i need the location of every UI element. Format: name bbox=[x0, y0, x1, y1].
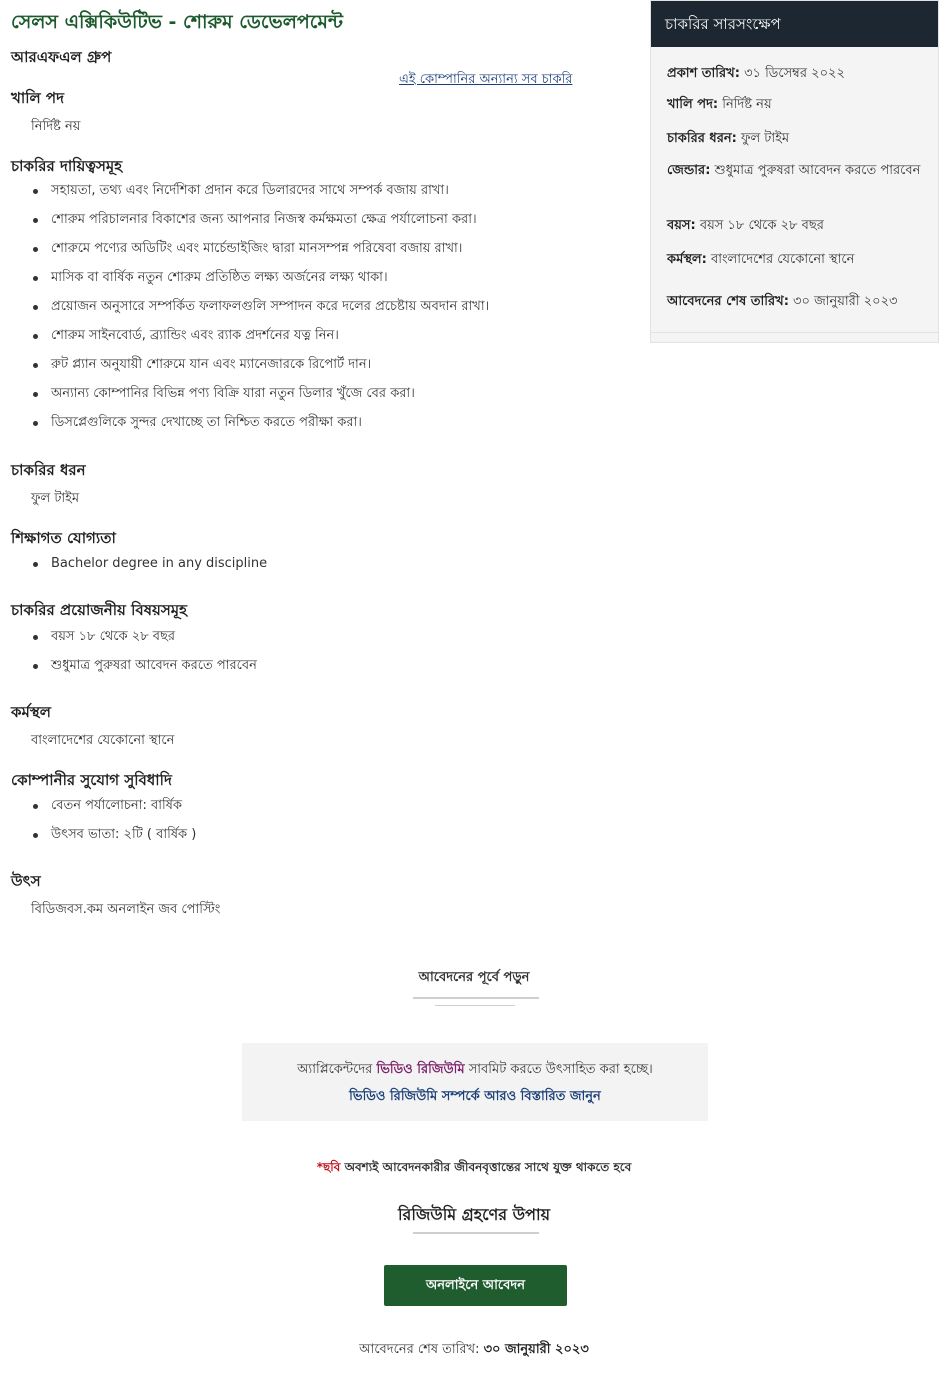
education-heading: শিক্ষাগত যোগ্যতা bbox=[11, 529, 116, 547]
job-type-heading: চাকরির ধরন bbox=[11, 461, 86, 479]
vacancy-heading: খালি পদ bbox=[11, 89, 64, 107]
job-type-value: ফুল টাইম bbox=[31, 491, 80, 506]
video-resume-link[interactable]: ভিডিও রিজিউমি সম্পর্কে আরও বিস্তারিত জানুন bbox=[349, 1089, 601, 1104]
responsibilities-heading: চাকরির দায়িত্বসমূহ bbox=[11, 157, 123, 175]
workplace-heading: কর্মস্থল bbox=[11, 703, 51, 721]
list-item: শোরুম পরিচালনার বিকাশের জন্য আপনার নিজস্ব কর্মক্ষমতা ক্ষেত্র পর্যালোচনা করা। bbox=[0, 210, 489, 239]
photo-requirement-note bbox=[0, 1159, 940, 1179]
summary-deadline-label: আবেদনের শেষ তারিখ: bbox=[667, 294, 789, 309]
vacancy-value: নির্দিষ্ট নয় bbox=[31, 119, 81, 134]
video-resume-notice bbox=[242, 1043, 708, 1121]
summary-age bbox=[667, 215, 929, 237]
benefits-heading: কোম্পানীর সুযোগ সুবিধাদি bbox=[11, 771, 172, 789]
list-item: সহায়তা, তথ্য এবং নির্দেশিকা প্রদান করে ডিলারদের সাথে সম্পর্ক বজায় রাখা। bbox=[0, 181, 489, 210]
list-item: বেতন পর্যালোচনা: বার্ষিক bbox=[0, 796, 196, 825]
summary-type bbox=[667, 128, 929, 150]
source-heading: উৎস bbox=[11, 872, 41, 890]
list-item: শোরুমে পণ্যের অডিটিং এবং মার্চেন্ডাইজিং দ্বারা মানসম্পন্ন পরিষেবা বজায় রাখা। bbox=[0, 239, 489, 268]
list-item: Bachelor degree in any discipline bbox=[0, 554, 267, 583]
read-before-heading: আবেদনের পূর্বে পড়ুন bbox=[418, 970, 530, 985]
source-value: বিডিজবস.কম অনলাইন জব পোস্টিং bbox=[31, 902, 221, 917]
education-list bbox=[0, 554, 267, 583]
list-item: প্রয়োজন অনুসারে সম্পর্কিত ফলাফলগুলি সম্পাদন করে দলের প্রচেষ্টায় অবদান রাখা। bbox=[0, 297, 489, 326]
summary-type-label: চাকরির ধরন: bbox=[667, 131, 737, 146]
resume-method-heading: রিজিউমি গ্রহণের উপায় bbox=[397, 1205, 551, 1224]
video-resume-suffix: সাবমিট করতে উৎসাহিত করা হচ্ছে। bbox=[468, 1062, 653, 1077]
divider bbox=[413, 1232, 539, 1234]
benefits-list bbox=[0, 796, 196, 854]
summary-location-value: বাংলাদেশের যেকোনো স্থানে bbox=[710, 252, 855, 267]
summary-deadline bbox=[667, 291, 929, 313]
summary-published bbox=[667, 63, 929, 85]
deadline-value: ৩০ জানুয়ারী ২০২৩ bbox=[483, 1342, 589, 1357]
job-details bbox=[0, 0, 648, 950]
list-item: শুধুমাত্র পুরুষরা আবেদন করতে পারবেন bbox=[0, 656, 257, 685]
summary-published-value: ৩১ ডিসেম্বর ২০২২ bbox=[744, 66, 845, 81]
video-resume-bold: ভিডিও রিজিউমি bbox=[376, 1062, 465, 1077]
summary-location-label: কর্মস্থল: bbox=[667, 252, 707, 267]
summary-published-label: প্রকাশ তারিখ: bbox=[667, 66, 740, 81]
summary-vacancy-label: খালি পদ: bbox=[667, 97, 719, 112]
requirements-list bbox=[0, 627, 257, 685]
other-jobs-link[interactable]: এই কোম্পানির অন্যান্য সব চাকরি bbox=[399, 72, 573, 87]
list-item: রুট প্ল্যান অনুযায়ী শোরুমে যান এবং ম্যানেজারকে রিপোর্ট দান। bbox=[0, 355, 489, 384]
video-resume-text bbox=[242, 1060, 708, 1081]
job-title: সেলস এক্সিকিউটিভ - শোরুম ডেভেলপমেন্ট bbox=[11, 11, 343, 33]
list-item: শোরুম সাইনবোর্ড, ব্র্যান্ডিং এবং র‌্যাক প্রদর্শনের যত্ন নিন। bbox=[0, 326, 489, 355]
list-item: অন্যান্য কোম্পানির বিভিন্ন পণ্য বিক্রি যারা নতুন ডিলার খুঁজে বের করা। bbox=[0, 384, 489, 413]
summary-location bbox=[667, 249, 929, 271]
summary-gender bbox=[667, 160, 929, 182]
deadline-label: আবেদনের শেষ তারিখ: bbox=[359, 1342, 480, 1357]
job-summary-panel bbox=[650, 0, 939, 343]
divider bbox=[435, 1005, 515, 1006]
summary-vacancy-value: নির্দিষ্ট নয় bbox=[722, 97, 772, 112]
summary-deadline-value: ৩০ জানুয়ারী ২০২৩ bbox=[793, 294, 898, 309]
summary-title: চাকরির সারসংক্ষেপ bbox=[651, 1, 938, 47]
summary-age-label: বয়স: bbox=[667, 218, 696, 233]
application-deadline bbox=[0, 1340, 940, 1361]
summary-footer bbox=[651, 332, 938, 342]
summary-gender-label: জেন্ডার: bbox=[667, 163, 711, 178]
summary-gender-value: শুধুমাত্র পুরুষরা আবেদন করতে পারবেন bbox=[714, 163, 921, 178]
responsibilities-list bbox=[0, 181, 489, 442]
divider bbox=[413, 997, 539, 999]
workplace-value: বাংলাদেশের যেকোনো স্থানে bbox=[31, 733, 175, 748]
video-resume-prefix: অ্যাপ্লিকেন্টদের bbox=[297, 1062, 373, 1077]
summary-age-value: বয়স ১৮ থেকে ২৮ বছর bbox=[699, 218, 824, 233]
list-item: বয়স ১৮ থেকে ২৮ বছর bbox=[0, 627, 257, 656]
photo-star-label: *ছবি bbox=[316, 1160, 341, 1174]
summary-type-value: ফুল টাইম bbox=[740, 131, 790, 146]
summary-vacancy bbox=[667, 94, 929, 116]
list-item: ডিসপ্লেগুলিকে সুন্দর দেখাচ্ছে তা নিশ্চিত করতে পরীক্ষা করা। bbox=[0, 413, 489, 442]
requirements-heading: চাকরির প্রয়োজনীয় বিষয়সমূহ bbox=[11, 601, 187, 619]
list-item: মাসিক বা বার্ষিক নতুন শোরুম প্রতিষ্ঠিত লক্ষ্য অর্জনের লক্ষ্য থাকা। bbox=[0, 268, 489, 297]
company-name: আরএফএল গ্রুপ bbox=[11, 48, 112, 66]
list-item: উৎসব ভাতা: ২টি ( বার্ষিক ) bbox=[0, 825, 196, 854]
apply-online-button[interactable]: অনলাইনে আবেদন bbox=[384, 1265, 567, 1306]
photo-note-text: অবশ্যই আবেদনকারীর জীবনবৃত্তান্তের সাথে যুক্ত থাকতে হবে bbox=[344, 1160, 632, 1174]
